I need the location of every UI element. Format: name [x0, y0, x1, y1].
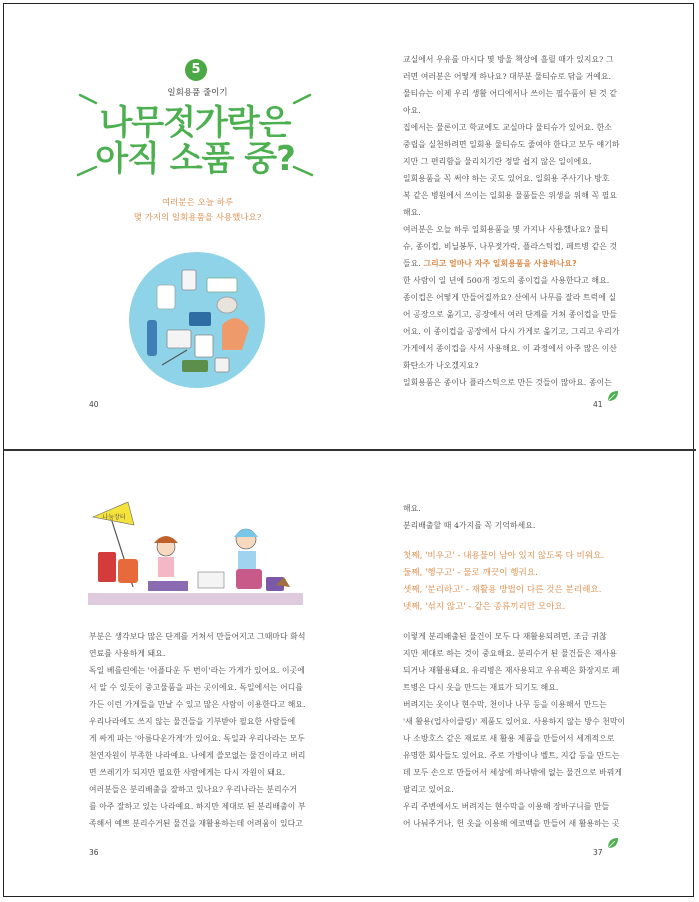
page-number-41: 41 [593, 400, 603, 409]
bottom-right-page-text [403, 628, 628, 832]
question-line-2: 몇 가지의 일회용품을 사용했나요? [133, 213, 262, 223]
paragraph-line: 지만 제대로 하는 것이 중요해요. 분리수거 된 물건들은 재사용 [403, 649, 617, 658]
recycling-rule: 첫째, '비우고' - 내용물이 남아 있지 않도록 다 비워요. [403, 551, 605, 561]
paragraph-line: 슈, 종이컵, 비닐봉투, 나무젓가락, 플라스틱컵, 페트병 같은 것 [403, 242, 618, 251]
paragraph-line: 우리 주변에서도 버려지는 현수막을 이용해 장바구니를 만들 [403, 802, 610, 811]
chapter-subtitle: 일회용품 줄이기 [167, 88, 228, 98]
paragraph-line: 가든 이런 가게들을 만날 수 있고 많은 사람이 이용한다고 해요. [89, 700, 306, 709]
paragraph-line: 연료를 사용하게 돼요. [89, 649, 166, 658]
paragraph-line: 여러분은 오늘 하루 일회용품을 몇 가지나 사용했나요? 물티 [403, 225, 609, 234]
paragraph-line: 버려지는 옷이나 현수막, 천이나 나무 등을 이용해서 만드는 [403, 700, 607, 709]
paragraph-line: 러면 여러분은 어떻게 하나요? 대부분 물티슈로 닦을 거예요. [403, 72, 612, 81]
recycling-rule: 셋째, '분리하고' - 재활용 방법이 다른 것은 분리해요. [403, 585, 602, 595]
paragraph-line: 이렇게 분리배출된 물건이 모두 다 재활용되려면, 조금 귀찮 [403, 632, 607, 641]
paragraph-line: 면 쓰레기가 되지만 필요한 사람에게는 다시 자원이 돼요. [89, 768, 286, 777]
bottom-right-intro-text [403, 500, 628, 534]
recycling-rule: 넷째, '섞지 않고' - 같은 종류끼리만 모아요. [403, 602, 566, 612]
chapter-title [85, 105, 305, 177]
recycling-rules-list [403, 548, 604, 616]
title-line-1: 나무젓가락은 [99, 103, 291, 143]
paragraph-line: 해요. [403, 504, 421, 513]
recycling-rule: 둘째, '헹구고' - 물로 깨끗이 헹궈요. [403, 568, 538, 578]
spread-divider [3, 449, 696, 451]
paragraph-line: 화탄소가 나오겠지요? [403, 361, 479, 370]
leaf-icon [606, 389, 620, 403]
paragraph-line: 되거나 재활용돼요. 유리병은 재사용되고 우유팩은 화장지로 페 [403, 666, 620, 675]
paragraph-line: 유명한 회사들도 있어요. 주로 가방이나 벨트, 지갑 등을 만드는 [403, 751, 620, 760]
paragraph-line: 분리배출할 때 4가지를 꼭 기억하세요. [403, 521, 536, 530]
question-line-1: 여러분은 오늘 하루 [161, 198, 234, 208]
paragraph-line: 중립을 실천하려면 일회용 물티슈도 줄여야 한다고 모두 얘기하 [403, 140, 620, 149]
flea-market-illustration [88, 497, 303, 607]
paragraph-line: 아요. [403, 106, 421, 115]
bottom-left-page-text [89, 628, 311, 832]
page-number-36: 36 [89, 848, 99, 857]
paragraph-line: 천연자원이 부족한 나라예요. 나에게 쓸모없는 물건이라고 버리 [89, 751, 306, 760]
paragraph-line: 부분은 생각보다 많은 단계를 거쳐서 만들어지고 그때마다 화석 [89, 632, 306, 641]
market-sign-text: 나눔장터 [102, 514, 126, 521]
paragraph-line: 일회용품을 꼭 써야 하는 곳도 있어요. 일회용 주사기나 방호 [403, 174, 610, 183]
paragraph-line: 종이컵은 어떻게 만들어질까요? 산에서 나무를 잘라 트럭에 실 [403, 293, 617, 302]
paragraph-line: 일회용품은 종이나 플라스틱으로 만든 것들이 많아요. 종이는 [403, 378, 612, 387]
paragraph-line: 를 아주 잘하고 있는 나라예요. 하지만 제대로 된 분리배출이 부 [89, 802, 306, 811]
paragraph-line: 여러분들은 분리배출을 잘하고 있나요? 우리나라는 분리수거 [89, 785, 297, 794]
paragraph-line: 복 같은 병원에서 쓰이는 일회용 물품들은 위생을 위해 꼭 필요 [403, 191, 617, 200]
paragraph-line: 지만 그 편리함을 물리치기란 정말 쉽지 않은 일이에요. [403, 157, 592, 166]
paragraph-line: 어요. 이 종이컵을 공장에서 다시 가게로 옮기고, 그리고 우리가 [403, 327, 620, 336]
disposables-circle-illustration [127, 250, 267, 390]
paragraph-line: 서 알 수 있듯이 중고물품을 파는 곳이에요. 독일에서는 어디를 [89, 683, 303, 692]
paragraph-line: 데 모두 손으로 만들어서 세상에 하나밖에 없는 물건으로 바꿔게 [403, 768, 623, 777]
paragraph-line: 트병은 다시 옷을 만드는 재료가 되기도 해요. [403, 683, 559, 692]
paragraph-line: 족해서 예쁘 분리수거된 물건을 재활용하는데 어려움이 있다고 [89, 819, 303, 828]
highlighted-question: 그리고 얼마나 자주 일회용품을 사용하나요? [423, 259, 577, 268]
paragraph-line: 팔리고 있어요. [403, 785, 454, 794]
paragraph-line: 교실에서 우유를 마시다 몇 방울 책상에 흘릴 때가 있지요? 그 [403, 55, 614, 64]
top-right-page-text [403, 51, 628, 391]
paragraph-line: 해요. [403, 208, 421, 217]
page-number-40: 40 [89, 400, 99, 409]
paragraph-line: 독일 베를린에는 '어플다운 두 번이'라는 가게가 있어요. 이곳에 [89, 666, 305, 675]
paragraph-line: '새 활용(업사이클링)' 제품도 있어요. 사용하지 않는 방수 천막이 [403, 717, 626, 726]
chapter-question [100, 196, 295, 226]
paragraph-line: 물티슈는 이제 우리 생활 어디에서나 쓰이는 필수품이 된 것 같 [403, 89, 617, 98]
leaf-icon [606, 836, 620, 850]
title-line-2: 아직 소품 중? [95, 139, 295, 179]
paragraph-line: 어 공장으로 옮기고, 공장에서 여러 단계를 거쳐 종이컵을 만들 [403, 310, 617, 319]
paragraph-line: 가게에서 종이컵을 사서 사용해요. 이 과정에서 아주 많은 이산 [403, 344, 617, 353]
page-number-37: 37 [593, 848, 603, 857]
paragraph-line: 집에서는 물론이고 학교에도 교실마다 물티슈가 있어요. 한소 [403, 123, 612, 132]
paragraph-line: 나 소방호스 같은 재료로 새 활용 제품을 만들어서 세계적으로 [403, 734, 615, 743]
paragraph-fragment: 들요. [403, 259, 421, 268]
chapter-number-badge: 5 [185, 59, 207, 81]
paragraph-line: 어 나눠주거나, 헌 옷을 이용해 에코백을 만들어 새 활용하는 곳 [403, 819, 620, 828]
paragraph-line: 우리나라에도 쓰지 않는 물건들을 기부받아 필요한 사람들에 [89, 717, 296, 726]
paragraph-line: 한 사람이 일 년에 500개 정도의 종이컵을 사용한다고 해요. [403, 276, 610, 285]
paragraph-line [403, 255, 628, 272]
paragraph-line: 게 싸게 파는 '아름다운가게'가 있어요. 독일과 우리나라는 모두 [89, 734, 305, 743]
